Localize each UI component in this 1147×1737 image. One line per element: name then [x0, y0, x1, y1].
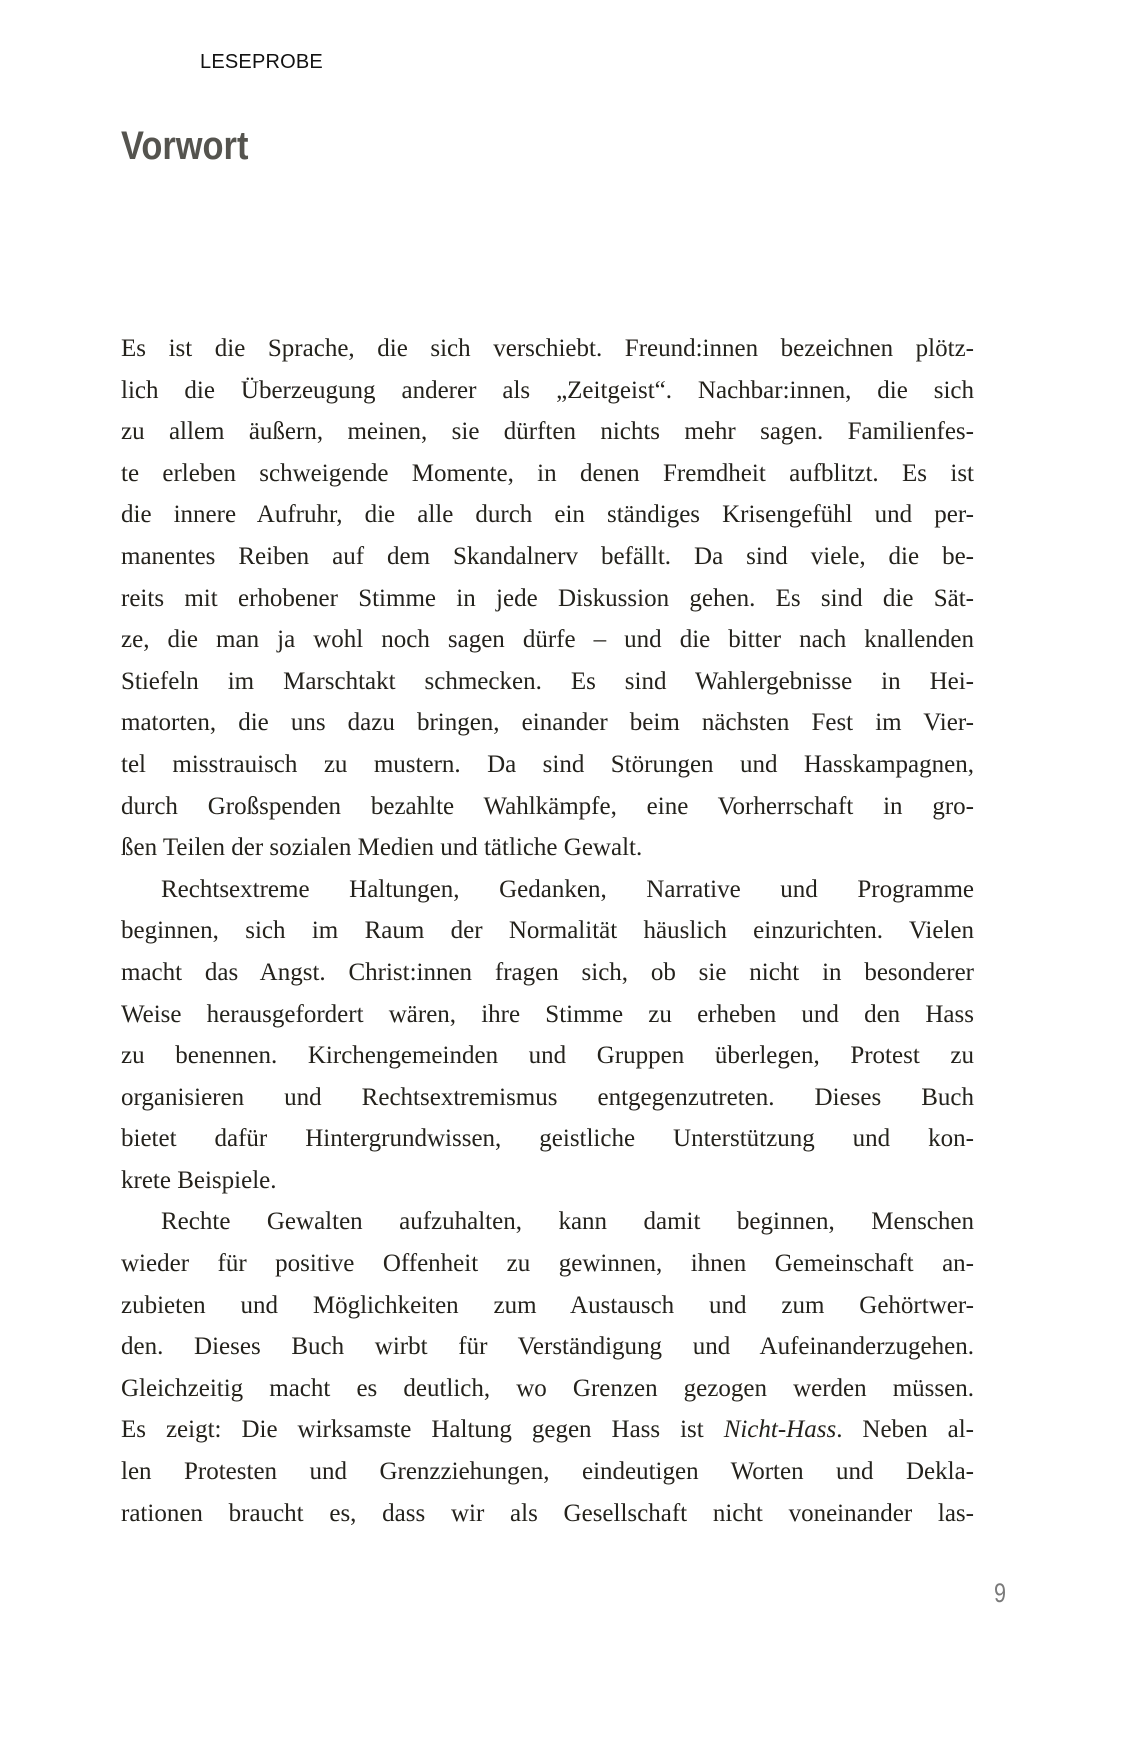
paragraph-3 — [121, 1201, 974, 1534]
text-line: len Protesten und Grenzziehungen, eindeutigen Worten und Dekla- — [121, 1458, 974, 1486]
text-line: zu allem äußern, meinen, sie dürften nichts mehr sagen. Familienfes- — [121, 418, 974, 446]
text-line: Rechtsextreme Haltungen, Gedanken, Narrative und Programme — [161, 875, 974, 903]
text-line: matorten, die uns dazu bringen, einander beim nächsten Fest im Vier- — [121, 709, 974, 737]
text-line: Weise herausgefordert wären, ihre Stimme zu erheben und den Hass — [121, 1000, 974, 1028]
text-line: den. Dieses Buch wirbt für Verständigung und Aufeinanderzugehen. — [121, 1333, 974, 1361]
text-line: reits mit erhobener Stimme in jede Diskussion gehen. Es sind die Sät- — [121, 584, 974, 612]
text-line: ze, die man ja wohl noch sagen dürfe – und die bitter nach knallenden — [121, 626, 974, 654]
text-line: wieder für positive Offenheit zu gewinnen, ihnen Gemeinschaft an- — [121, 1250, 974, 1278]
text-line: zu benennen. Kirchengemeinden und Gruppen überlegen, Protest zu — [121, 1042, 974, 1070]
text-line: te erleben schweigende Momente, in denen Fremdheit aufblitzt. Es ist — [121, 459, 974, 487]
text-run: Es zeigt: Die wirksamste Haltung gegen Hass ist — [121, 1416, 724, 1444]
text-line: organisieren und Rechtsextremismus entgegenzutreten. Dieses Buch — [121, 1083, 974, 1111]
text-line: Rechte Gewalten aufzuhalten, kann damit beginnen, Menschen — [161, 1208, 974, 1236]
text-line: krete Beispiele. — [121, 1166, 277, 1194]
text-line: zubieten und Möglichkeiten zum Austausch und zum Gehörtwer- — [121, 1291, 974, 1319]
page-number: 9 — [994, 1578, 1007, 1608]
text-line — [121, 1409, 974, 1451]
text-line: Stiefeln im Marschtakt schmecken. Es sind Wahlergebnisse in Hei- — [121, 667, 974, 695]
running-head: LESEPROBE — [200, 51, 323, 73]
text-line: die innere Aufruhr, die alle durch ein ständiges Krisengefühl und per- — [121, 501, 974, 529]
text-line: tel misstrauisch zu mustern. Da sind Störungen und Hasskampagnen, — [121, 750, 974, 778]
body-text — [121, 328, 974, 1534]
text-line: lich die Überzeugung anderer als „Zeitgeist“. Nachbar:innen, die sich — [121, 376, 974, 404]
paragraph-1 — [121, 328, 974, 869]
text-line: bietet dafür Hintergrundwissen, geistliche Unterstützung und kon- — [121, 1125, 974, 1153]
text-line: beginnen, sich im Raum der Normalität häuslich einzurichten. Vielen — [121, 917, 974, 945]
paragraph-2 — [121, 869, 974, 1202]
text-line: manentes Reiben auf dem Skandalnerv befällt. Da sind viele, die be- — [121, 542, 974, 570]
italic-term: Nicht-Hass — [723, 1416, 837, 1444]
text-line: durch Großspenden bezahlte Wahlkämpfe, eine Vorherrschaft in gro- — [121, 792, 974, 820]
text-line: rationen braucht es, dass wir als Gesellschaft nicht voneinander las- — [121, 1499, 974, 1527]
text-line: Es ist die Sprache, die sich verschiebt. Freund:innen bezeichnen plötz- — [121, 335, 974, 362]
text-line: Gleichzeitig macht es deutlich, wo Grenzen gezogen werden müssen. — [121, 1374, 974, 1402]
text-line: macht das Angst. Christ:innen fragen sich, ob sie nicht in besonderer — [121, 958, 974, 986]
chapter-title: Vorwort — [121, 124, 249, 168]
text-run: . Neben al- — [836, 1416, 974, 1444]
text-line: ßen Teilen der sozialen Medien und tätliche Gewalt. — [121, 834, 643, 862]
